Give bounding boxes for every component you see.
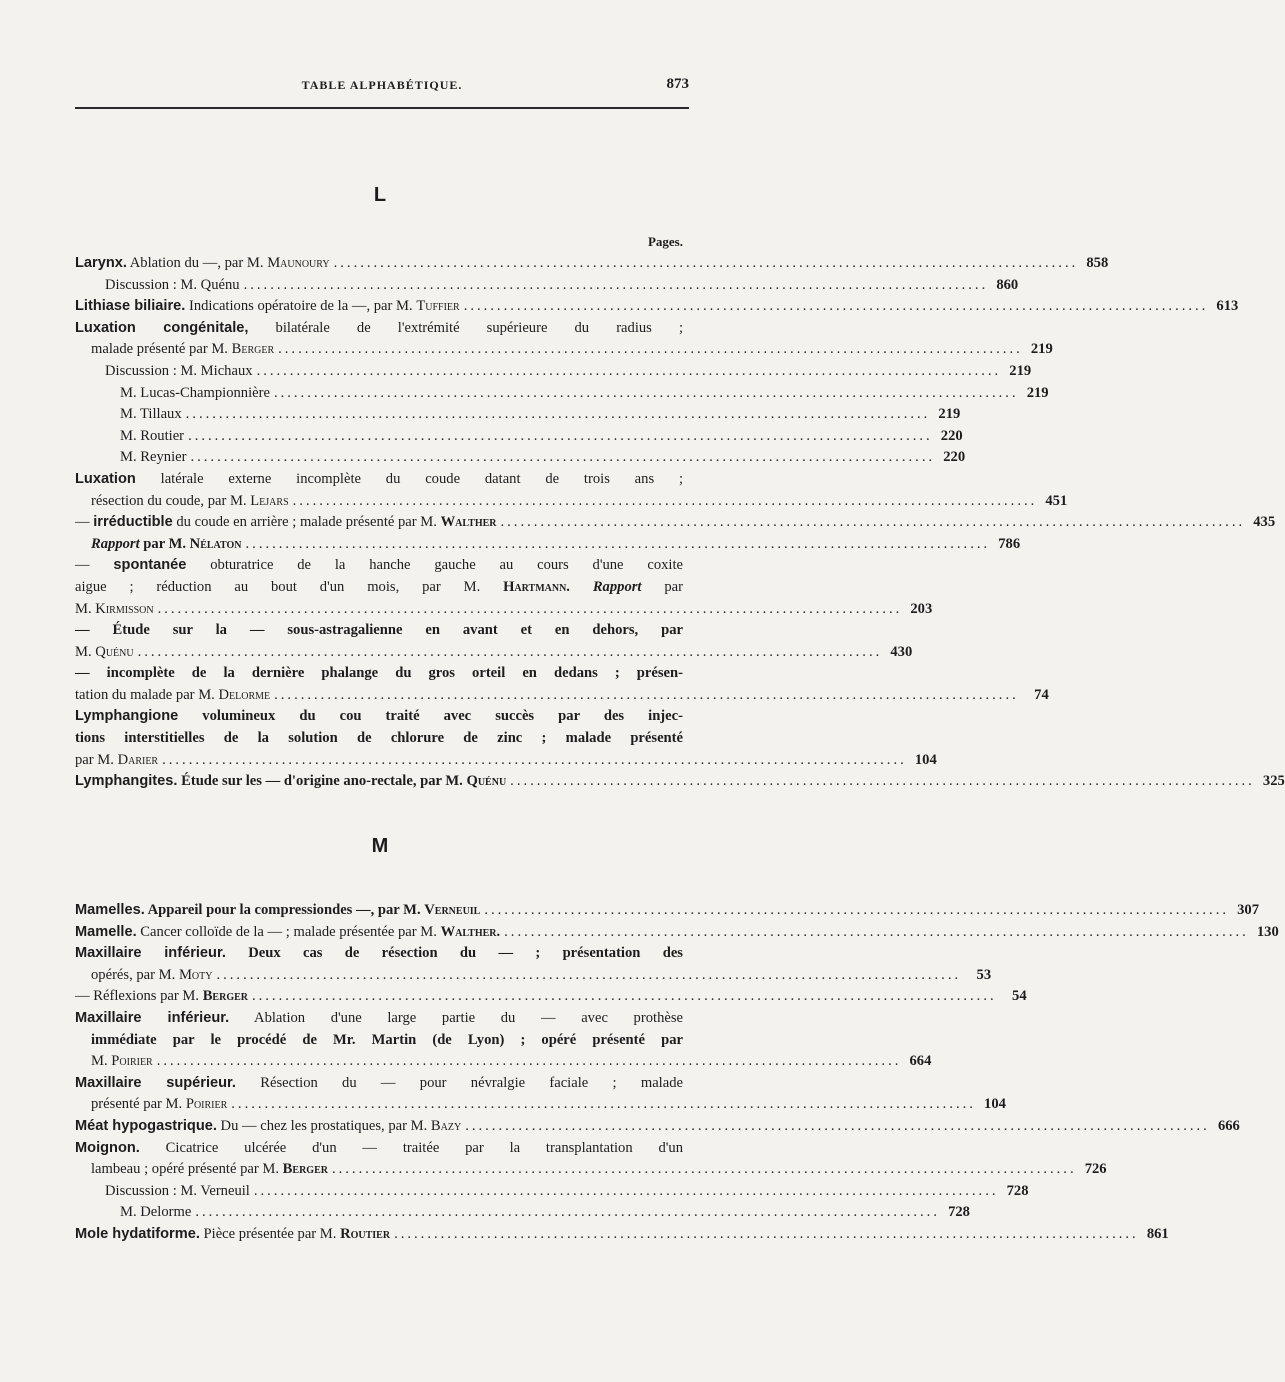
entry-line: — irréductible du coude en arrière ; malade présenté par M. Walther ................................................................................................................ 435 bbox=[75, 512, 683, 534]
page-ref: 430 bbox=[890, 643, 913, 660]
rapport-label: Rapport bbox=[592, 578, 642, 595]
leader-dots: ................................................................................................................ bbox=[273, 384, 1019, 401]
leader-dots: ................................................................................................................ bbox=[292, 492, 1038, 509]
page-ref: 130 bbox=[1256, 923, 1279, 940]
page-ref: 728 bbox=[1006, 1182, 1029, 1199]
leader-dots: ................................................................................................................ bbox=[500, 514, 1246, 531]
entry-line: M. Routier ................................................................................................................ 220 bbox=[75, 426, 683, 448]
leader-dots: ................................................................................................................ bbox=[245, 535, 991, 552]
leader-dots: ................................................................................................................ bbox=[484, 902, 1229, 918]
index-entry bbox=[75, 253, 1109, 296]
author-name: Kirmisson bbox=[95, 600, 154, 617]
index-entry bbox=[75, 922, 1279, 944]
leader-dots: ................................................................................................................ bbox=[185, 406, 931, 423]
entry-line: malade présenté par M. Berger ................................................................................................................ 219 bbox=[75, 339, 683, 361]
author-name: Delorme bbox=[218, 686, 271, 703]
author-name: Nélaton bbox=[189, 535, 242, 552]
leader-dots: ................................................................................................................ bbox=[465, 1117, 1210, 1134]
leader-dots: ................................................................................................................ bbox=[510, 773, 1255, 790]
page-ref: 74 bbox=[1034, 686, 1049, 703]
entry-keyword: spontanée bbox=[113, 557, 187, 574]
leader-dots: ................................................................................................................ bbox=[137, 643, 883, 660]
leader-dots: ................................................................................................................ bbox=[251, 988, 997, 1005]
leader-dots: ................................................................................................................ bbox=[231, 1096, 976, 1113]
author-name: Berger bbox=[282, 1161, 328, 1178]
entry-line: Rapport par M. Nélaton ................................................................................................................ 786 bbox=[75, 534, 683, 556]
entry-line: opérés, par M. Moty ................................................................................................................ 53 bbox=[75, 965, 683, 987]
entry-line: Luxation congénitale, bilatérale de l'extrémité supérieure du radius ; bbox=[75, 319, 683, 336]
author-name: Walther bbox=[440, 514, 497, 531]
leader-dots: ................................................................................................................ bbox=[253, 1182, 999, 1199]
entry-keyword: Moignon. bbox=[75, 1139, 140, 1156]
leader-dots: ................................................................................................................ bbox=[394, 1225, 1139, 1242]
entry-line: — Réflexions par M. Berger ................................................................................................................ 54 bbox=[75, 986, 683, 1008]
entry-line: tation du malade par M. Delorme ................................................................................................................ 74 bbox=[75, 685, 683, 707]
author-name: Maunoury bbox=[267, 255, 330, 271]
entry-line: Lymphangites. Étude sur les — d'origine ano-rectale, par M. Quénu ................................................................................................................ 325 bbox=[75, 771, 683, 793]
author-name: Verneuil bbox=[424, 902, 481, 918]
entry-keyword: Lymphangione bbox=[75, 708, 179, 725]
leader-dots: ................................................................................................................ bbox=[256, 362, 1002, 379]
page-ref: 613 bbox=[1216, 298, 1239, 315]
index-entry bbox=[75, 469, 1068, 512]
author-name: Hartmann. bbox=[503, 578, 570, 595]
page-ref: 54 bbox=[1012, 988, 1027, 1005]
page-ref: 203 bbox=[910, 600, 933, 617]
index-entry bbox=[75, 663, 1049, 706]
entry-line: M. Kirmisson ................................................................................................................ 203 bbox=[75, 599, 683, 621]
index-entry bbox=[75, 1138, 1107, 1224]
page-ref: 664 bbox=[909, 1053, 932, 1070]
entry-line: Mamelle. Cancer colloïde de la — ; malade présentée par M. Walther. ................................................................................................................ 130 bbox=[75, 922, 683, 944]
page-ref: 861 bbox=[1146, 1225, 1169, 1242]
leader-dots: ................................................................................................................ bbox=[278, 341, 1023, 358]
page-ref: 53 bbox=[976, 966, 992, 983]
entry-line: M. Tillaux ................................................................................................................ 219 bbox=[75, 404, 683, 426]
author-name: Poirier bbox=[111, 1053, 153, 1070]
page-ref: 220 bbox=[943, 449, 966, 466]
leader-dots: ................................................................................................................ bbox=[188, 427, 933, 444]
entry-line: immédiate par le procédé de Mr. Martin (de Lyon) ; opéré présenté par bbox=[91, 1031, 683, 1048]
section-letter-l: L bbox=[373, 184, 387, 206]
page-ref: 325 bbox=[1262, 773, 1285, 790]
section-m-entries bbox=[75, 900, 1279, 1246]
entry-keyword: Lymphangites. bbox=[75, 773, 178, 790]
author-name: Moty bbox=[178, 966, 213, 983]
page-ref: 435 bbox=[1253, 514, 1276, 531]
page-ref: 786 bbox=[998, 535, 1021, 552]
entry-line: Mamelles. Appareil pour la compressiondes —, par M. Verneuil ................................................................................................................ 307 bbox=[75, 900, 683, 922]
leader-dots: ................................................................................................................ bbox=[162, 751, 907, 768]
index-entry bbox=[75, 771, 1285, 793]
entry-line: Méat hypogastrique. Du — chez les prostatiques, par M. Bazy ................................................................................................................ 666 bbox=[75, 1116, 683, 1138]
pages-column-label: Pages. bbox=[647, 234, 683, 249]
entry-line: Discussion : M. Quénu ................................................................................................................ 860 bbox=[75, 275, 683, 297]
author-name: Routier bbox=[340, 1225, 391, 1242]
entry-line: — Étude sur la — sous-astragalienne en avant et en dehors, par bbox=[75, 622, 683, 639]
leader-dots: ................................................................................................................ bbox=[216, 966, 962, 983]
entry-line: — incomplète de la dernière phalange du gros orteil en dedans ; présen- bbox=[75, 665, 683, 682]
entry-keyword: Luxation congénitale, bbox=[75, 319, 249, 336]
leader-dots: ................................................................................................................ bbox=[274, 686, 1019, 703]
entry-line: aigue ; réduction au bout d'un mois, par M. Hartmann. Rapport par bbox=[75, 578, 683, 595]
index-entry bbox=[75, 986, 1027, 1008]
entry-line: Maxillaire inférieur. Deux cas de résection du — ; présentation des bbox=[75, 945, 683, 962]
page-ref: 219 bbox=[938, 406, 961, 423]
entry-line: M. Delorme ................................................................................................................ 728 bbox=[75, 1202, 683, 1224]
author-name: Walther. bbox=[440, 923, 501, 940]
entry-line: — spontanée obturatrice de la hanche gauche au cours d'une coxite bbox=[75, 557, 683, 574]
index-entry bbox=[75, 1224, 1169, 1246]
page-ref: 666 bbox=[1217, 1117, 1240, 1134]
leader-dots: ................................................................................................................ bbox=[157, 600, 903, 617]
page-ref: 104 bbox=[914, 751, 937, 768]
running-head bbox=[75, 78, 689, 100]
entry-line: Maxillaire inférieur. Ablation d'une large partie du — avec prothèse bbox=[75, 1009, 683, 1026]
index-entry bbox=[75, 620, 913, 663]
page-number: 873 bbox=[666, 76, 689, 92]
entry-line: M. Poirier ................................................................................................................ 664 bbox=[75, 1051, 683, 1073]
entry-line: Luxation latérale externe incomplète du coude datant de trois ans ; bbox=[75, 470, 684, 487]
author-name: Berger bbox=[231, 341, 275, 358]
index-entry bbox=[75, 706, 937, 771]
page-ref: 726 bbox=[1084, 1161, 1107, 1178]
entry-line: Moignon. Cicatrice ulcérée d'un — traitée par la transplantation d'un bbox=[75, 1139, 683, 1156]
entry-keyword: Mole hydatiforme. bbox=[75, 1225, 200, 1242]
entry-keyword: Maxillaire inférieur. bbox=[75, 945, 226, 962]
page-ref: 219 bbox=[1030, 341, 1053, 358]
entry-line: Maxillaire supérieur. Résection du — pour névralgie faciale ; malade bbox=[75, 1074, 683, 1091]
leader-dots: ................................................................................................................ bbox=[331, 1161, 1077, 1178]
leader-dots: ................................................................................................................ bbox=[504, 923, 1249, 940]
entry-line: Lymphangione volumineux du cou traité avec succès par des injec- bbox=[75, 708, 683, 725]
index-entry bbox=[75, 512, 1276, 555]
entry-keyword: irréductible bbox=[93, 514, 173, 531]
entry-line: M. Quénu ................................................................................................................ 430 bbox=[75, 642, 683, 664]
index-entry bbox=[75, 1073, 1006, 1116]
entry-keyword: Méat hypogastrique. bbox=[75, 1117, 217, 1134]
index-entry bbox=[75, 555, 933, 620]
entry-keyword: Mamelles. bbox=[75, 902, 145, 918]
page-ref: 307 bbox=[1237, 902, 1259, 918]
entry-keyword: Mamelle. bbox=[75, 923, 137, 940]
page-ref: 860 bbox=[996, 276, 1019, 293]
author-name: Lejars bbox=[250, 492, 289, 509]
entry-line: Larynx. Ablation du —, par M. Maunoury ................................................................................................................ 858 bbox=[75, 253, 683, 275]
entry-keyword: Larynx. bbox=[75, 255, 127, 271]
page-ref: 728 bbox=[948, 1204, 970, 1221]
page-ref: 451 bbox=[1045, 492, 1068, 509]
leader-dots: ................................................................................................................ bbox=[463, 298, 1209, 315]
page-ref: 219 bbox=[1026, 384, 1049, 401]
entry-keyword: Luxation bbox=[75, 470, 136, 487]
entry-line: lambeau ; opéré présenté par M. Berger ................................................................................................................ 726 bbox=[75, 1159, 683, 1181]
section-l-entries bbox=[75, 253, 1285, 793]
index-entry bbox=[75, 1116, 1240, 1138]
index-entry bbox=[75, 1008, 932, 1073]
running-head-title: TABLE ALPHABÉTIQUE. bbox=[301, 78, 463, 92]
leader-dots: ................................................................................................................ bbox=[195, 1204, 940, 1221]
index-entry bbox=[75, 296, 1239, 318]
index-entry bbox=[75, 900, 1259, 922]
entry-line: M. Reynier ................................................................................................................ 220 bbox=[75, 447, 683, 469]
leader-dots: ................................................................................................................ bbox=[333, 255, 1079, 271]
entry-line: M. Lucas-Championnière ................................................................................................................ 219 bbox=[75, 383, 683, 405]
index-entry bbox=[75, 318, 1053, 469]
entry-line: tions interstitielles de la solution de chlorure de zinc ; malade présenté bbox=[75, 730, 683, 747]
entry-keyword: Maxillaire supérieur. bbox=[75, 1074, 236, 1091]
header-rule bbox=[75, 107, 689, 109]
entry-line: Discussion : M. Michaux ................................................................................................................ 219 bbox=[75, 361, 683, 383]
entry-line: résection du coude, par M. Lejars ................................................................................................................ 451 bbox=[75, 491, 683, 513]
author-name: Berger bbox=[202, 988, 248, 1005]
leader-dots: ................................................................................................................ bbox=[190, 449, 936, 466]
author-name: Quénu bbox=[95, 643, 134, 660]
author-name: Quénu bbox=[466, 773, 507, 790]
entry-line: présenté par M. Poirier ................................................................................................................ 104 bbox=[75, 1094, 683, 1116]
page-ref: 104 bbox=[984, 1096, 1006, 1113]
entry-line: par M. Darier ................................................................................................................ 104 bbox=[75, 750, 683, 772]
entry-line: Lithiase biliaire. Indications opératoire de la —, par M. Tuffier ................................................................................................................ 613 bbox=[75, 296, 683, 318]
page-ref: 220 bbox=[940, 427, 963, 444]
entry-keyword: Lithiase biliaire. bbox=[75, 298, 186, 315]
author-name: Darier bbox=[117, 751, 159, 768]
entry-line: Mole hydatiforme. Pièce présentée par M. Routier ................................................................................................................ 861 bbox=[75, 1224, 683, 1246]
entry-keyword: Maxillaire inférieur. bbox=[75, 1009, 230, 1026]
author-name: Poirier bbox=[185, 1096, 228, 1113]
entry-line: Discussion : M. Verneuil ................................................................................................................ 728 bbox=[75, 1181, 683, 1203]
leader-dots: ................................................................................................................ bbox=[156, 1053, 902, 1070]
leader-dots: ................................................................................................................ bbox=[243, 276, 989, 293]
rapport-label: Rapport bbox=[91, 535, 140, 552]
section-letter-m: M bbox=[371, 835, 389, 857]
page-ref: 219 bbox=[1009, 362, 1032, 379]
author-name: Bazy bbox=[430, 1117, 462, 1134]
author-name: Tuffier bbox=[416, 298, 460, 315]
page-ref: 858 bbox=[1086, 255, 1109, 271]
index-entry bbox=[75, 943, 992, 986]
